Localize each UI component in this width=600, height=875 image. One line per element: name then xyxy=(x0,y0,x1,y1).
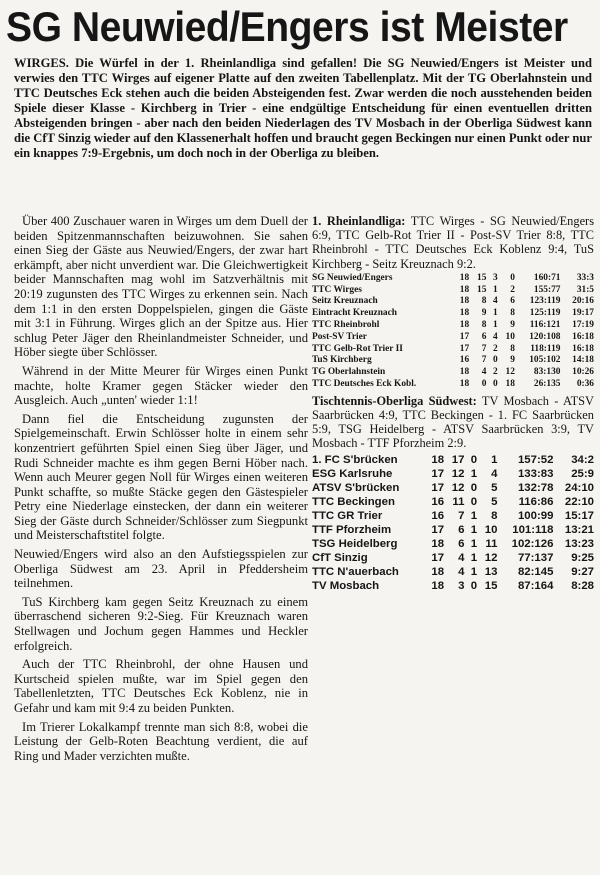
cell-v: 15 xyxy=(484,580,498,593)
cell-u: 4 xyxy=(492,296,498,307)
cell-team: TTC Deutsches Eck Kobl. xyxy=(312,378,417,389)
cell-v: 8 xyxy=(510,343,515,354)
cell-punkte: 15:17 xyxy=(564,509,594,522)
cell-team: TTC N'auerbach xyxy=(312,566,399,579)
cell-u: 0 xyxy=(492,355,498,366)
cell-punkte: 13:23 xyxy=(564,538,594,551)
cell-g: 6 xyxy=(458,538,465,551)
cell-spiele: 102:126 xyxy=(511,538,554,551)
cell-punkte: 19:17 xyxy=(572,308,594,319)
cell-u: 1 xyxy=(492,308,498,319)
cell-g: 9 xyxy=(481,308,487,319)
table-row xyxy=(312,537,594,551)
oberliga-results-text: TV Mosbach - ATSV Saarbrücken 4:9, TTC Beckingen - 1. FC Saarbrücken 5:9, TSG Heidelberg - ATSV Saarbrücken 3:9, TV Mosbach - TTF Pforzheim 2:9. xyxy=(312,393,594,451)
cell-u: 1 xyxy=(492,284,498,295)
cell-punkte: 16:18 xyxy=(572,343,594,354)
table-row xyxy=(312,495,594,509)
cell-g: 7 xyxy=(481,355,487,366)
cell-u: 1 xyxy=(470,566,478,579)
cell-team: 1. FC S'brücken xyxy=(312,453,398,466)
cell-spiele: 118:119 xyxy=(530,343,561,354)
cell-g: 12 xyxy=(451,467,465,480)
table-row xyxy=(312,579,594,593)
cell-v: 6 xyxy=(510,296,515,307)
cell-sp: 18 xyxy=(459,320,470,330)
cell-u: 0 xyxy=(470,453,478,466)
cell-g: 8 xyxy=(481,296,487,307)
cell-punkte: 22:10 xyxy=(564,495,594,508)
table-row xyxy=(312,273,594,285)
cell-u: 1 xyxy=(470,538,478,551)
cell-sp: 18 xyxy=(431,580,445,593)
cell-v: 2 xyxy=(510,284,515,295)
article-paragraph: Während in der Mitte Meurer für Wirges einen Punkt machte, holte Kramer gegen Stäcker wieder den Ausgleich. Auch „unten' wieder 1:1! xyxy=(14,363,308,408)
cell-punkte: 10:26 xyxy=(572,367,594,378)
table-row xyxy=(312,379,594,391)
cell-g: 17 xyxy=(451,453,465,466)
cell-sp: 17 xyxy=(431,524,445,537)
cell-team: TV Mosbach xyxy=(312,580,380,593)
table-row xyxy=(312,296,594,308)
cell-spiele: 132:78 xyxy=(517,481,554,494)
cell-v: 9 xyxy=(510,320,515,330)
cell-v: 5 xyxy=(491,481,498,494)
cell-g: 6 xyxy=(481,331,487,342)
cell-spiele: 26:135 xyxy=(533,378,561,389)
cell-v: 8 xyxy=(510,308,515,319)
table-row xyxy=(312,355,594,367)
cell-u: 2 xyxy=(492,367,498,378)
cell-sp: 16 xyxy=(431,509,445,522)
cell-sp: 17 xyxy=(431,552,445,565)
cell-u: 1 xyxy=(470,467,478,480)
cell-u: 1 xyxy=(492,320,498,330)
article-paragraph: Neuwied/Engers wird also an den Aufstiegsspielen zur Oberliga Südwest am 23. April in Pfeddersheim teilnehmen. xyxy=(14,547,308,591)
cell-sp: 18 xyxy=(459,296,470,307)
cell-sp: 18 xyxy=(431,453,445,466)
cell-sp: 16 xyxy=(431,495,445,508)
oberliga-table xyxy=(312,453,594,594)
article-paragraph: Dann fiel die Entscheidung zugunsten der Spielgemeinschaft. Erwin Schlösser holte in einem sehr konzentriert geführten Spiel einen Sieg über Jäger, und Rudi Schneider machte es ihm gegen Berni Höber nach. Wenn auch Meurer gegen Noll für Wirges einen weiteren Punkt schaffte, so mußte Stäcke gegen den Gästespieler Petry eine Niederlage einstecken, der dann ein weiterer Sieg der Gäste durch Schneider/Schlösser zum Siegpunkt und Meisterschaftstitel folgte. xyxy=(14,411,308,543)
cell-punkte: 34:2 xyxy=(571,453,594,466)
cell-punkte: 9:27 xyxy=(571,566,594,579)
cell-v: 11 xyxy=(485,538,498,551)
cell-v: 9 xyxy=(510,355,515,366)
cell-spiele: 133:83 xyxy=(517,467,554,480)
cell-spiele: 120:108 xyxy=(529,331,561,342)
headline: SG Neuwied/Engers ist Meister xyxy=(6,3,568,50)
table-row xyxy=(312,523,594,537)
cell-sp: 18 xyxy=(459,378,470,389)
rheinlandliga-results-text: TTC Wirges - SG Neuwied/Engers 6:9, TTC Gelb-Rot Trier II - Post-SV Trier 8:8, TTC Rheinbrohl - TTC Deutsches Eck Koblenz 9:4, TuS Kirchberg - Seitz Kreuznach 9:2. xyxy=(312,214,595,271)
cell-sp: 17 xyxy=(459,343,470,354)
rheinlandliga-table xyxy=(312,273,594,391)
cell-punkte: 13:21 xyxy=(564,524,594,537)
cell-g: 4 xyxy=(481,367,487,378)
cell-g: 11 xyxy=(452,495,465,508)
cell-g: 6 xyxy=(458,524,465,537)
cell-u: 1 xyxy=(470,524,478,537)
cell-punkte: 17:19 xyxy=(572,320,594,330)
cell-punkte: 31:5 xyxy=(576,284,594,295)
cell-g: 15 xyxy=(477,284,487,295)
cell-punkte: 8:28 xyxy=(571,580,594,593)
cell-g: 8 xyxy=(481,320,487,330)
cell-u: 0 xyxy=(470,495,478,508)
cell-punkte: 14:18 xyxy=(572,355,594,366)
cell-sp: 17 xyxy=(431,481,445,494)
cell-team: CfT Sinzig xyxy=(312,552,368,565)
cell-spiele: 82:145 xyxy=(517,566,554,579)
cell-team: TuS Kirchberg xyxy=(312,355,372,366)
cell-g: 4 xyxy=(458,552,465,565)
cell-g: 12 xyxy=(451,481,465,494)
table-row xyxy=(312,367,594,379)
table-row xyxy=(312,481,594,495)
cell-v: 1 xyxy=(491,453,498,466)
cell-team: ESG Karlsruhe xyxy=(312,467,393,480)
cell-team: ATSV S'brücken xyxy=(312,481,400,494)
cell-u: 1 xyxy=(470,552,478,565)
cell-g: 3 xyxy=(458,580,465,593)
cell-team: TTC Beckingen xyxy=(312,495,395,508)
cell-sp: 18 xyxy=(459,284,470,295)
cell-team: Seitz Kreuznach xyxy=(312,296,378,307)
cell-sp: 16 xyxy=(459,355,470,366)
cell-v: 4 xyxy=(491,467,498,480)
cell-sp: 18 xyxy=(431,566,445,579)
cell-team: TTF Pforzheim xyxy=(312,524,392,537)
cell-g: 7 xyxy=(458,509,465,522)
cell-v: 12 xyxy=(505,367,515,378)
cell-sp: 18 xyxy=(459,367,470,378)
cell-punkte: 9:25 xyxy=(571,552,594,565)
cell-sp: 18 xyxy=(431,538,445,551)
cell-g: 4 xyxy=(458,566,465,579)
table-row xyxy=(312,509,594,523)
cell-team: TTC Gelb-Rot Trier II xyxy=(312,343,403,354)
cell-spiele: 105:102 xyxy=(529,355,561,366)
table-row xyxy=(312,320,594,332)
right-column xyxy=(312,214,594,594)
cell-sp: 18 xyxy=(459,308,470,319)
cell-spiele: 123:119 xyxy=(529,296,561,307)
cell-spiele: 77:137 xyxy=(517,552,554,565)
cell-spiele: 100:99 xyxy=(517,509,554,522)
cell-punkte: 0:36 xyxy=(576,378,594,389)
table-row xyxy=(312,344,594,356)
cell-team: TTC Wirges xyxy=(312,284,362,295)
cell-punkte: 16:18 xyxy=(572,331,594,342)
table-row xyxy=(312,332,594,344)
cell-spiele: 83:130 xyxy=(533,367,561,378)
cell-team: TSG Heidelberg xyxy=(312,538,398,551)
cell-g: 15 xyxy=(477,272,487,283)
cell-spiele: 157:52 xyxy=(517,453,554,466)
cell-g: 7 xyxy=(481,343,487,354)
cell-u: 0 xyxy=(492,378,498,389)
cell-u: 0 xyxy=(470,481,478,494)
cell-team: Eintracht Kreuznach xyxy=(312,308,397,319)
cell-spiele: 87:164 xyxy=(517,580,554,593)
oberliga-title: Tischtennis-Oberliga Südwest: xyxy=(312,393,477,408)
cell-punkte: 24:10 xyxy=(564,481,594,494)
cell-v: 5 xyxy=(491,495,498,508)
article-paragraph: TuS Kirchberg kam gegen Seitz Kreuznach zu einem überraschend sicheren 9:2-Sieg. Für Kreuznach waren Stellwagen und Jochum gegen Hammes und Heckler erfolgreich. xyxy=(14,594,308,653)
lead-paragraph: WIRGES. Die Würfel in der 1. Rheinlandliga sind gefallen! Die SG Neuwied/Engers ist Meister und verwies den TTC Wirges auf eigener Platte auf den zweiten Tabellenplatz. Mit der TG Oberlahnstein und TTC Deutsches Eck stehen auch die beiden Absteigenden fest. Zwar werden die noch ausstehenden beiden Spiele dieser Klasse - Kirchberg in Trier - eine endgültige Entscheidung für einen eventuellen dritten Absteigenden bringen - aber nach den beiden Niederlagen des TV Mosbach in der Oberliga Südwest kann die CfT Sinzig wieder auf den Klassenerhalt hoffen und braucht gegen Beckingen nur einen Punkt oder nur ein knappes 7:9-Ergebnis, um doch noch in der Oberliga zu bleiben. xyxy=(14,56,592,160)
cell-team: TTC Rheinbrohl xyxy=(312,320,380,330)
cell-team: TTC GR Trier xyxy=(312,509,383,522)
cell-punkte: 20:16 xyxy=(572,296,594,307)
cell-spiele: 116:86 xyxy=(518,495,554,508)
cell-u: 0 xyxy=(470,580,478,593)
article-paragraph: Über 400 Zuschauer waren in Wirges um dem Duell der beiden Spitzenmannschaften beizuwohnen. Sie sahen einen Sieg der Gäste aus Neuwied/Engers, der zwar hart erkämpft, aber nicht unverdient war. Die Gleichwertigkeit beider Mannschaften mag wohl im Satzverhältnis mit 20:19 zugunsten des TTC Wirges zu erkennen sein. Nach dem 1:1 in den ersten Doppelspielen, gingen die Gäste mit 3:1 in Führung. Wirges glich an der Spitze aus. Hier schlug Peter Jäger den Rheinlandmeister Schneider, und Höber siegte über Schlösser. xyxy=(14,214,308,360)
table-row xyxy=(312,308,594,320)
cell-team: TG Oberlahnstein xyxy=(312,367,386,378)
rheinlandliga-title: 1. Rheinlandliga: xyxy=(312,214,406,228)
table-row xyxy=(312,453,594,467)
cell-spiele: 155:77 xyxy=(533,284,561,295)
table-row xyxy=(312,565,594,579)
cell-v: 13 xyxy=(484,566,498,579)
cell-sp: 17 xyxy=(431,467,445,480)
cell-spiele: 116:121 xyxy=(529,320,561,330)
cell-spiele: 101:118 xyxy=(512,524,554,537)
table-row xyxy=(312,467,594,481)
article-paragraph: Im Trierer Lokalkampf trennte man sich 8:8, wobei die Leistung der Gelb-Roten Beachtung verdient, die auf Ring und Mader verzichten mußte. xyxy=(14,719,308,763)
cell-spiele: 125:119 xyxy=(529,308,561,319)
cell-u: 1 xyxy=(470,509,478,522)
left-column xyxy=(14,214,308,767)
cell-team: SG Neuwied/Engers xyxy=(312,272,393,283)
cell-sp: 18 xyxy=(459,272,470,283)
table-row xyxy=(312,285,594,297)
cell-spiele: 160:71 xyxy=(533,272,561,283)
cell-v: 10 xyxy=(484,524,498,537)
cell-sp: 17 xyxy=(459,331,470,342)
cell-v: 0 xyxy=(510,272,515,283)
cell-g: 0 xyxy=(481,378,487,389)
article-paragraph: Auch der TTC Rheinbrohl, der ohne Hausen und Kurtscheid spielen mußte, war im Spiel gegen den Tabellenletzten, TTC Deutsches Eck Koblenz, nie in Gefahr und kam mit 9:4 zu beiden Punkten. xyxy=(14,657,308,715)
table-row xyxy=(312,551,594,565)
cell-punkte: 33:3 xyxy=(576,272,594,283)
cell-u: 2 xyxy=(492,343,498,354)
cell-punkte: 25:9 xyxy=(571,467,594,480)
cell-u: 3 xyxy=(492,272,498,283)
oberliga-results xyxy=(312,394,594,451)
cell-v: 12 xyxy=(484,552,498,565)
cell-v: 8 xyxy=(491,509,498,522)
rheinlandliga-results xyxy=(312,214,594,271)
cell-u: 4 xyxy=(492,331,498,342)
cell-v: 18 xyxy=(505,378,515,389)
cell-team: Post-SV Trier xyxy=(312,331,367,342)
cell-v: 10 xyxy=(505,331,515,342)
